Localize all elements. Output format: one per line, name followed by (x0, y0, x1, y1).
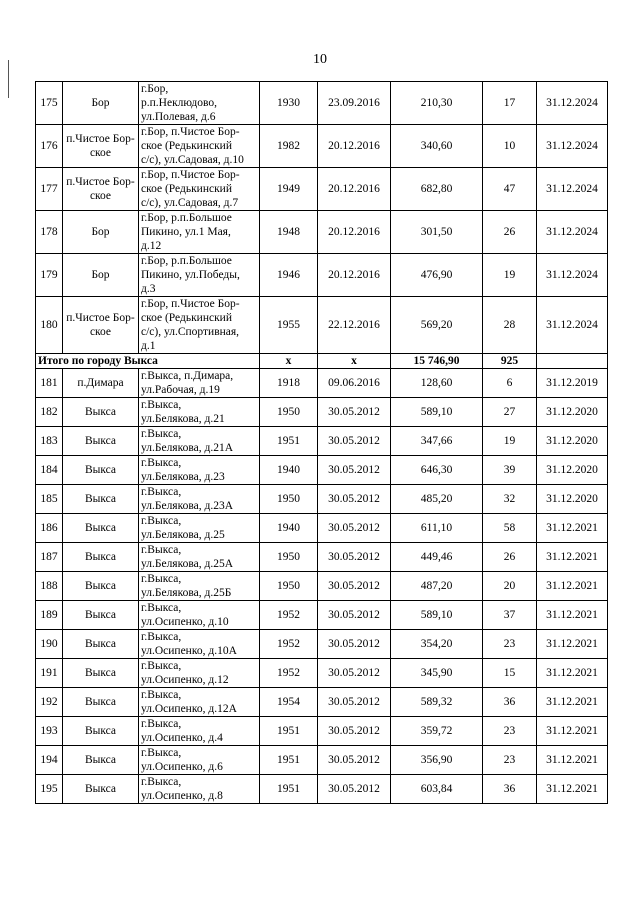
row-count: 19 (483, 427, 537, 456)
row-number: 192 (36, 688, 63, 717)
row-area: 589,10 (391, 601, 483, 630)
row-area: 354,20 (391, 630, 483, 659)
row-date: 30.05.2012 (318, 601, 391, 630)
row-count: 39 (483, 456, 537, 485)
row-area: 128,60 (391, 369, 483, 398)
row-area: 485,20 (391, 485, 483, 514)
total-deadline (537, 354, 608, 369)
address-line: с/с), ул.Садовая, д.7 (141, 197, 239, 209)
row-deadline: 31.12.2024 (537, 211, 608, 254)
row-number: 188 (36, 572, 63, 601)
row-count: 6 (483, 369, 537, 398)
row-number: 181 (36, 369, 63, 398)
row-count: 32 (483, 485, 537, 514)
address-line: ул.Белякова, д.25Б (141, 587, 232, 599)
row-date: 22.12.2016 (318, 297, 391, 354)
rows-group-bor (36, 82, 608, 354)
row-number: 178 (36, 211, 63, 254)
address-line: г.Бор, п.Чистое Бор- (141, 298, 240, 310)
row-address (139, 485, 260, 514)
row-date: 30.05.2012 (318, 746, 391, 775)
row-address (139, 572, 260, 601)
row-number: 189 (36, 601, 63, 630)
row-locality: п.Чистое Бор-ское (63, 297, 139, 354)
row-address (139, 514, 260, 543)
row-locality: п.Чистое Бор-ское (63, 168, 139, 211)
row-count: 23 (483, 746, 537, 775)
address-line: г.Выкса, (141, 631, 182, 643)
row-deadline: 31.12.2021 (537, 572, 608, 601)
row-year: 1950 (260, 543, 318, 572)
row-deadline: 31.12.2020 (537, 427, 608, 456)
row-date: 30.05.2012 (318, 572, 391, 601)
row-area: 340,60 (391, 125, 483, 168)
address-line: д.3 (141, 283, 156, 295)
total-date: х (318, 354, 391, 369)
row-locality: Выкса (63, 456, 139, 485)
row-deadline: 31.12.2021 (537, 746, 608, 775)
row-number: 175 (36, 82, 63, 125)
rows-group-vyksa (36, 369, 608, 804)
row-year: 1950 (260, 572, 318, 601)
table-row (36, 630, 608, 659)
row-count: 17 (483, 82, 537, 125)
row-address (139, 717, 260, 746)
row-number: 180 (36, 297, 63, 354)
row-address (139, 601, 260, 630)
row-deadline: 31.12.2024 (537, 168, 608, 211)
address-line: г.Бор, (141, 83, 169, 95)
row-date: 30.05.2012 (318, 630, 391, 659)
address-line: ул.Осипенко, д.10 (141, 616, 229, 628)
row-year: 1952 (260, 601, 318, 630)
total-area: 15 746,90 (391, 354, 483, 369)
row-area: 345,90 (391, 659, 483, 688)
row-locality: Выкса (63, 659, 139, 688)
row-number: 176 (36, 125, 63, 168)
address-line: г.Выкса, (141, 776, 182, 788)
row-year: 1982 (260, 125, 318, 168)
table-row (36, 717, 608, 746)
row-date: 20.12.2016 (318, 125, 391, 168)
housing-registry-table (35, 81, 608, 804)
table-row (36, 514, 608, 543)
row-number: 179 (36, 254, 63, 297)
row-address (139, 688, 260, 717)
address-line: ул.Белякова, д.23 (141, 471, 225, 483)
row-number: 183 (36, 427, 63, 456)
table-row (36, 398, 608, 427)
address-line: ул.Белякова, д.21А (141, 442, 234, 454)
address-line: г.Выкса, (141, 689, 182, 701)
address-line: г.Бор, п.Чистое Бор- (141, 126, 240, 138)
row-date: 20.12.2016 (318, 254, 391, 297)
address-line: ул.Осипенко, д.8 (141, 790, 223, 802)
address-line: ул.Осипенко, д.12 (141, 674, 229, 686)
row-address (139, 297, 260, 354)
total-group (36, 354, 608, 369)
row-area: 569,20 (391, 297, 483, 354)
table-row (36, 543, 608, 572)
row-deadline: 31.12.2024 (537, 125, 608, 168)
row-year: 1918 (260, 369, 318, 398)
address-line: г.Выкса, (141, 457, 182, 469)
address-line: г.Выкса, (141, 428, 182, 440)
row-address (139, 398, 260, 427)
row-year: 1951 (260, 775, 318, 804)
row-number: 185 (36, 485, 63, 514)
address-line: ул.Осипенко, д.12А (141, 703, 237, 715)
row-year: 1951 (260, 746, 318, 775)
row-address (139, 82, 260, 125)
row-address (139, 746, 260, 775)
total-year: х (260, 354, 318, 369)
row-date: 30.05.2012 (318, 717, 391, 746)
row-count: 19 (483, 254, 537, 297)
row-date: 30.05.2012 (318, 514, 391, 543)
row-number: 177 (36, 168, 63, 211)
address-line: г.Бор, р.п.Большое (141, 255, 232, 267)
address-line: г.Выкса, (141, 399, 182, 411)
address-line: ул.Осипенко, д.10А (141, 645, 237, 657)
row-area: 449,46 (391, 543, 483, 572)
address-line: ул.Осипенко, д.6 (141, 761, 223, 773)
row-date: 20.12.2016 (318, 211, 391, 254)
address-line: ское (Редькинский (141, 183, 232, 195)
row-area: 589,10 (391, 398, 483, 427)
table-row (36, 125, 608, 168)
row-locality: Выкса (63, 514, 139, 543)
row-deadline: 31.12.2021 (537, 775, 608, 804)
row-year: 1940 (260, 514, 318, 543)
row-address (139, 211, 260, 254)
row-deadline: 31.12.2020 (537, 456, 608, 485)
address-line: р.п.Неклюдово, (141, 97, 217, 109)
address-line: г.Выкса, (141, 515, 182, 527)
row-number: 194 (36, 746, 63, 775)
row-address (139, 630, 260, 659)
address-line: г.Выкса, (141, 544, 182, 556)
row-year: 1950 (260, 398, 318, 427)
row-count: 26 (483, 543, 537, 572)
row-count: 20 (483, 572, 537, 601)
row-count: 58 (483, 514, 537, 543)
row-deadline: 31.12.2021 (537, 659, 608, 688)
address-line: Пикино, ул.Победы, (141, 269, 240, 281)
row-deadline: 31.12.2021 (537, 543, 608, 572)
address-line: г.Выкса, (141, 573, 182, 585)
address-line: д.12 (141, 240, 162, 252)
address-line: ул.Белякова, д.23А (141, 500, 234, 512)
address-line: ул.Рабочая, д.19 (141, 384, 220, 396)
row-area: 476,90 (391, 254, 483, 297)
row-area: 210,30 (391, 82, 483, 125)
row-locality: Бор (63, 82, 139, 125)
row-date: 30.05.2012 (318, 543, 391, 572)
address-line: ское (Редькинский (141, 140, 232, 152)
table-row (36, 82, 608, 125)
row-date: 09.06.2016 (318, 369, 391, 398)
address-line: г.Выкса, (141, 602, 182, 614)
table-row (36, 456, 608, 485)
total-row (36, 354, 608, 369)
total-label: Итого по городу Выкса (36, 354, 260, 369)
row-address (139, 543, 260, 572)
row-locality: Бор (63, 211, 139, 254)
table-row (36, 211, 608, 254)
row-locality: Выкса (63, 543, 139, 572)
row-address (139, 659, 260, 688)
row-locality: Выкса (63, 427, 139, 456)
table-row (36, 775, 608, 804)
row-deadline: 31.12.2021 (537, 688, 608, 717)
row-count: 28 (483, 297, 537, 354)
row-date: 30.05.2012 (318, 485, 391, 514)
row-area: 589,32 (391, 688, 483, 717)
table-row (36, 369, 608, 398)
row-area: 487,20 (391, 572, 483, 601)
table-row (36, 427, 608, 456)
row-locality: Выкса (63, 485, 139, 514)
row-date: 30.05.2012 (318, 456, 391, 485)
row-count: 37 (483, 601, 537, 630)
row-area: 646,30 (391, 456, 483, 485)
address-line: с/с), ул.Садовая, д.10 (141, 154, 244, 166)
row-deadline: 31.12.2021 (537, 717, 608, 746)
row-deadline: 31.12.2020 (537, 398, 608, 427)
row-locality: Выкса (63, 572, 139, 601)
row-locality: Выкса (63, 746, 139, 775)
row-deadline: 31.12.2024 (537, 254, 608, 297)
address-line: г.Выкса, (141, 486, 182, 498)
row-deadline: 31.12.2020 (537, 485, 608, 514)
row-date: 30.05.2012 (318, 688, 391, 717)
row-year: 1946 (260, 254, 318, 297)
table-row (36, 746, 608, 775)
address-line: Пикино, ул.1 Мая, (141, 226, 231, 238)
row-year: 1940 (260, 456, 318, 485)
address-line: г.Выкса, (141, 718, 182, 730)
row-locality: Выкса (63, 688, 139, 717)
row-locality: Бор (63, 254, 139, 297)
row-address (139, 168, 260, 211)
address-line: ул.Белякова, д.25А (141, 558, 234, 570)
address-line: ул.Белякова, д.21 (141, 413, 225, 425)
row-number: 195 (36, 775, 63, 804)
row-date: 30.05.2012 (318, 398, 391, 427)
page-number: 10 (313, 52, 327, 67)
row-deadline: 31.12.2021 (537, 601, 608, 630)
row-deadline: 31.12.2024 (537, 82, 608, 125)
row-date: 30.05.2012 (318, 427, 391, 456)
row-date: 30.05.2012 (318, 775, 391, 804)
row-year: 1954 (260, 688, 318, 717)
address-line: ул.Полевая, д.6 (141, 111, 216, 123)
row-deadline: 31.12.2019 (537, 369, 608, 398)
row-locality: п.Чистое Бор-ское (63, 125, 139, 168)
row-area: 682,80 (391, 168, 483, 211)
row-locality: Выкса (63, 601, 139, 630)
table-row (36, 688, 608, 717)
row-number: 186 (36, 514, 63, 543)
table-row (36, 297, 608, 354)
row-number: 187 (36, 543, 63, 572)
row-address (139, 369, 260, 398)
row-number: 193 (36, 717, 63, 746)
address-line: г.Выкса, п.Димара, (141, 370, 234, 382)
row-number: 191 (36, 659, 63, 688)
row-count: 36 (483, 775, 537, 804)
row-deadline: 31.12.2021 (537, 514, 608, 543)
row-area: 301,50 (391, 211, 483, 254)
row-address (139, 775, 260, 804)
address-line: д.1 (141, 340, 156, 352)
row-year: 1950 (260, 485, 318, 514)
address-line: г.Выкса, (141, 747, 182, 759)
row-count: 47 (483, 168, 537, 211)
address-line: с/с), ул.Спортивная, (141, 326, 240, 338)
row-count: 26 (483, 211, 537, 254)
row-number: 184 (36, 456, 63, 485)
row-year: 1951 (260, 717, 318, 746)
row-date: 23.09.2016 (318, 82, 391, 125)
row-count: 10 (483, 125, 537, 168)
row-locality: Выкса (63, 630, 139, 659)
row-number: 190 (36, 630, 63, 659)
row-area: 359,72 (391, 717, 483, 746)
row-deadline: 31.12.2024 (537, 297, 608, 354)
row-address (139, 456, 260, 485)
row-count: 36 (483, 688, 537, 717)
row-address (139, 125, 260, 168)
table-row (36, 601, 608, 630)
address-line: г.Бор, р.п.Большое (141, 212, 232, 224)
total-count: 925 (483, 354, 537, 369)
row-year: 1952 (260, 630, 318, 659)
row-year: 1955 (260, 297, 318, 354)
row-year: 1949 (260, 168, 318, 211)
row-locality: Выкса (63, 775, 139, 804)
row-locality: Выкса (63, 717, 139, 746)
table-row (36, 659, 608, 688)
row-date: 20.12.2016 (318, 168, 391, 211)
address-line: ское (Редькинский (141, 312, 232, 324)
row-address (139, 427, 260, 456)
row-count: 23 (483, 717, 537, 746)
row-count: 15 (483, 659, 537, 688)
row-locality: п.Димара (63, 369, 139, 398)
row-area: 347,66 (391, 427, 483, 456)
row-count: 27 (483, 398, 537, 427)
table-row (36, 485, 608, 514)
row-area: 356,90 (391, 746, 483, 775)
address-line: г.Бор, п.Чистое Бор- (141, 169, 240, 181)
row-area: 611,10 (391, 514, 483, 543)
row-year: 1948 (260, 211, 318, 254)
row-count: 23 (483, 630, 537, 659)
table-row (36, 572, 608, 601)
address-line: ул.Белякова, д.25 (141, 529, 225, 541)
row-locality: Выкса (63, 398, 139, 427)
row-area: 603,84 (391, 775, 483, 804)
row-address (139, 254, 260, 297)
row-date: 30.05.2012 (318, 659, 391, 688)
row-number: 182 (36, 398, 63, 427)
address-line: г.Выкса, (141, 660, 182, 672)
row-year: 1951 (260, 427, 318, 456)
row-deadline: 31.12.2021 (537, 630, 608, 659)
row-year: 1952 (260, 659, 318, 688)
row-year: 1930 (260, 82, 318, 125)
table-row (36, 254, 608, 297)
margin-mark (8, 60, 9, 98)
address-line: ул.Осипенко, д.4 (141, 732, 223, 744)
table-row (36, 168, 608, 211)
